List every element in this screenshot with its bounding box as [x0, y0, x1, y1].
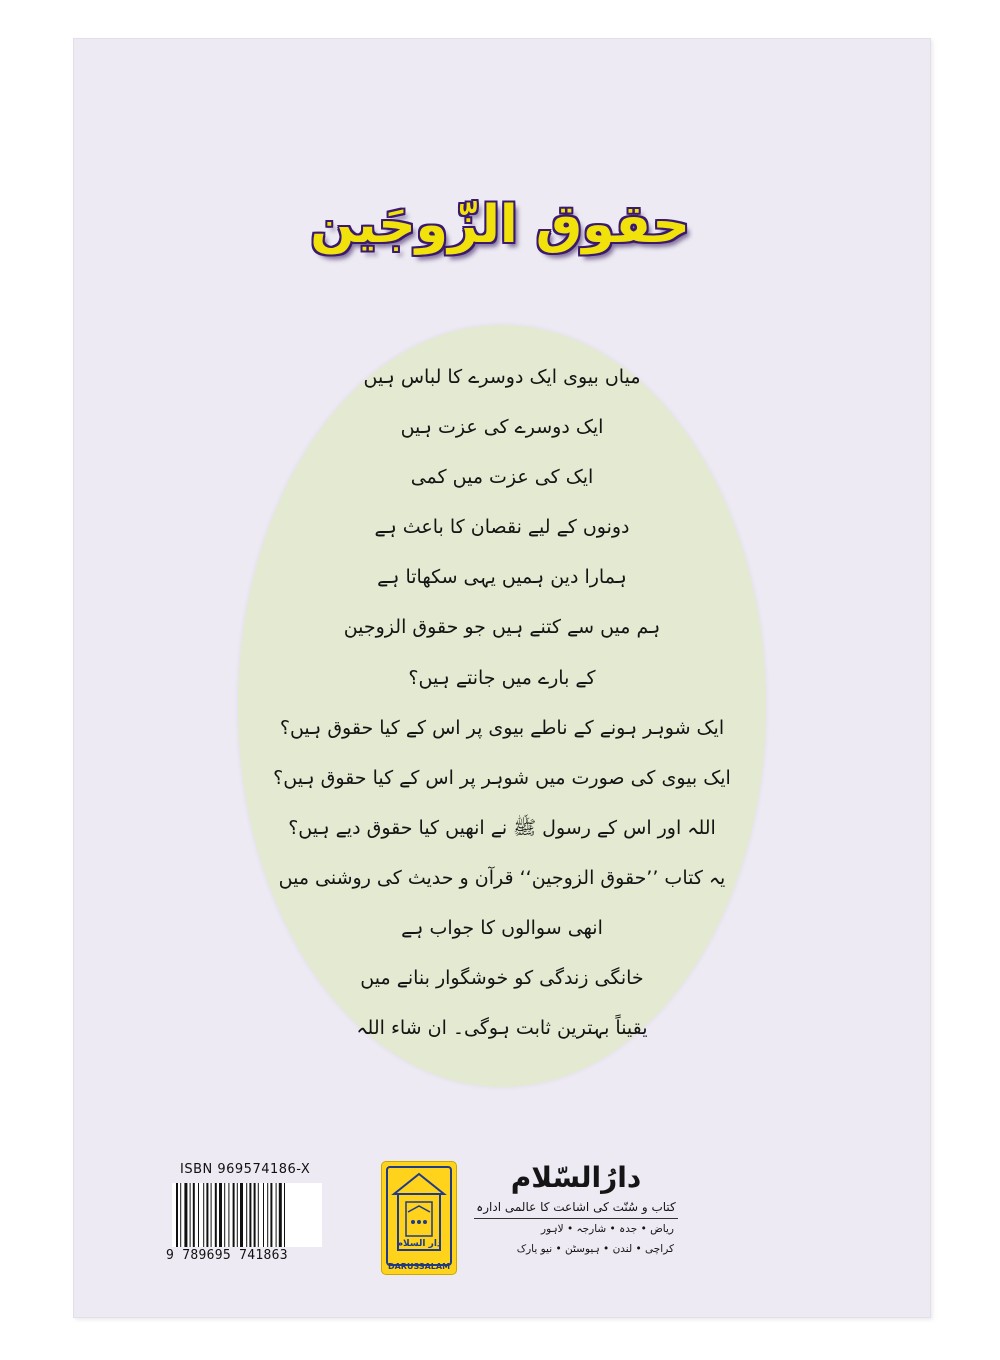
book-title: حقوق الزّوجَین	[310, 195, 690, 255]
publisher-tagline: کتاب و سُنّت کی اشاعت کا عالمی ادارہ	[474, 1198, 678, 1219]
publisher-cities-line-2: کراچی • لندن • ہیوسٹن • نیو یارک	[516, 1243, 674, 1255]
poem-line: ایک کی عزت میں کمی	[410, 466, 594, 489]
publisher-cities-line-1: ریاض • جدہ • شارجہ • لاہور	[541, 1223, 674, 1235]
poem-line: انھی سوالوں کا جواب ہے	[401, 917, 603, 940]
poem-line: ایک بیوی کی صورت میں شوہر پر اس کے کیا حقوق ہیں؟	[273, 766, 731, 789]
poem-line: ایک شوہر ہونے کے ناطے بیوی پر اس کے کیا حقوق ہیں؟	[279, 716, 725, 739]
poem-line: دونوں کے لیے نقصان کا باعث ہے	[374, 516, 630, 539]
svg-text:دار السلام: دار السلام	[396, 1239, 442, 1249]
barcode-icon	[172, 1183, 322, 1247]
logo-wordmark: DARUSSALAM	[387, 1262, 451, 1271]
poem-text	[268, 352, 736, 1053]
poem-line: کے بارے میں جانتے ہیں؟	[408, 666, 596, 689]
poem-line: خانگی زندگی کو خوشگوار بنانے میں	[360, 967, 644, 990]
poem-line: ہم میں سے کتنے ہیں جو حقوق الزوجین	[343, 616, 661, 639]
publisher-name: دارُالسّلام	[510, 1161, 642, 1194]
isbn-label: ISBN 969574186-X	[180, 1162, 311, 1177]
poem-line: میاں بیوی ایک دوسرے کا لباس ہیں	[363, 366, 641, 388]
poem-line: اللہ اور اس کے رسول ﷺ نے انھیں کیا حقوق دیے ہیں؟	[288, 816, 716, 839]
poem-line: ایک دوسرے کی عزت ہیں	[400, 416, 604, 439]
poem-line: یقیناً بہترین ثابت ہوگی۔ ان شاء اللہ	[356, 1017, 648, 1040]
barcode-number: 9 789695 741863	[166, 1248, 288, 1263]
publisher-block	[470, 1158, 682, 1259]
poem-line: یہ کتاب ’’حقوق الزوجین‘‘ قرآن و حدیث کی روشنی میں	[278, 866, 726, 889]
poem-line: ہمارا دین ہمیں یہی سکھاتا ہے	[377, 566, 627, 589]
darussalam-logo	[382, 1162, 456, 1274]
